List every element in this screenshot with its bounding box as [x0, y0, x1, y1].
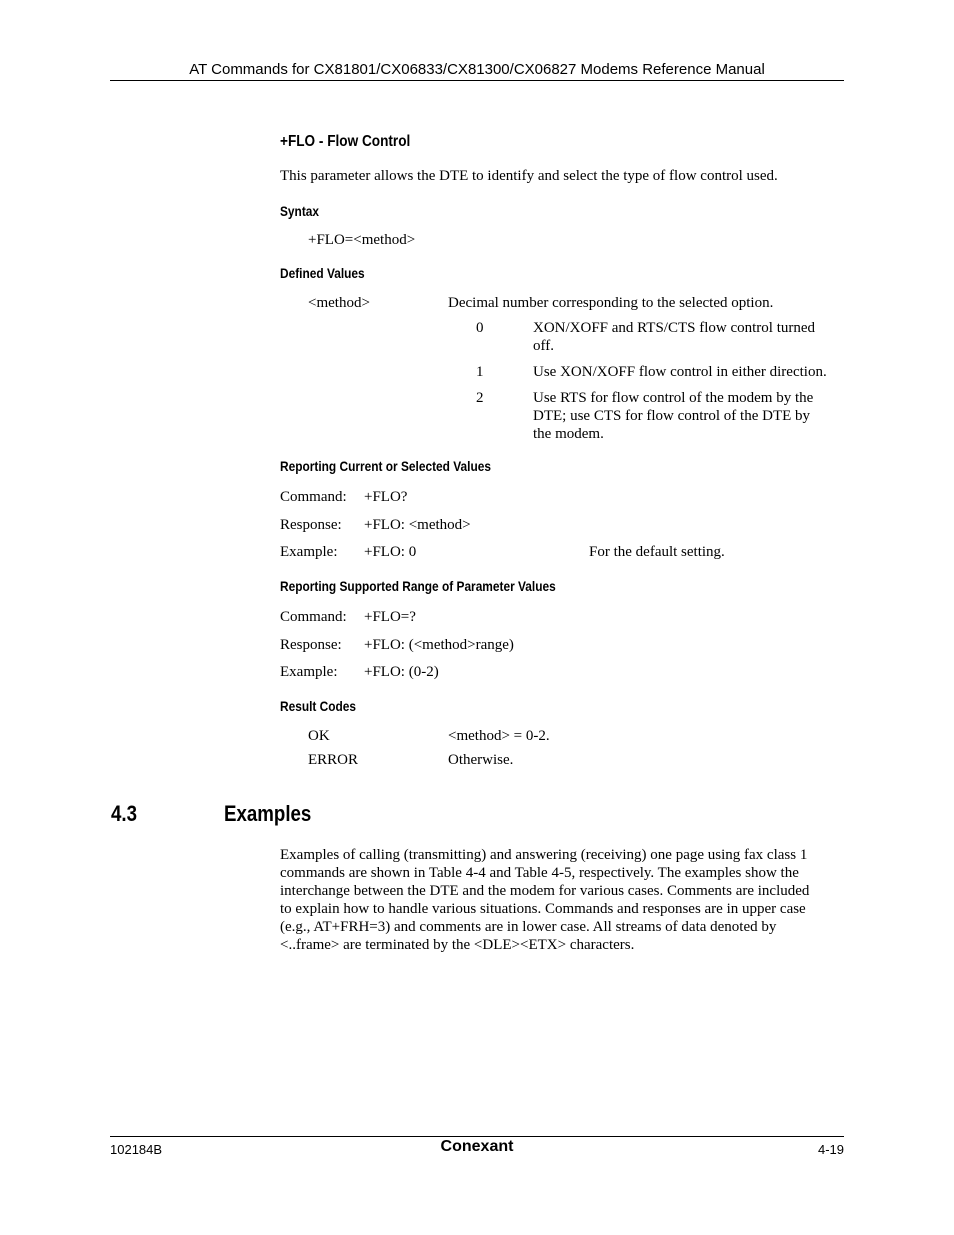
option-description: Use RTS for flow control of the modem by the [533, 390, 814, 406]
row-value: +FLO: <method> [364, 517, 471, 533]
option-description: XON/XOFF and RTS/CTS flow control turned [533, 320, 816, 336]
examples-section-title: Examples [224, 801, 312, 826]
syntax-text: +FLO=<method> [308, 232, 416, 248]
examples-section-number: 4.3 [111, 801, 138, 826]
examples-paragraph-line: to explain how to handle various situations. Commands and responses are in upper case [280, 901, 806, 917]
option-value: 0 [476, 320, 484, 336]
row-label: Example: [280, 544, 338, 560]
option-value: 1 [476, 364, 484, 380]
option-description: off. [533, 338, 554, 354]
running-header: AT Commands for CX81801/CX06833/CX81300/CX06827 Modems Reference Manual [189, 61, 765, 78]
row-note: For the default setting. [589, 544, 725, 560]
syntax-heading: Syntax [280, 203, 320, 219]
header-rule [110, 80, 844, 81]
footer-page-number: 4-19 [817, 1142, 844, 1157]
reporting-current-heading: Reporting Current or Selected Values [280, 458, 491, 474]
row-label: Response: [280, 637, 342, 653]
result-code-description: Otherwise. [448, 752, 514, 768]
row-value: +FLO? [364, 489, 408, 505]
section-intro: This parameter allows the DTE to identify and select the type of flow control used. [280, 168, 778, 184]
row-value: +FLO: 0 [364, 544, 417, 560]
row-value: +FLO=? [364, 609, 416, 625]
row-label: Command: [280, 609, 347, 625]
param-name: <method> [308, 295, 370, 311]
examples-paragraph-line: commands are shown in Table 4-4 and Table 4-5, respectively. The examples show the [280, 865, 799, 881]
row-value: +FLO: (<method>range) [364, 637, 514, 653]
reporting-range-heading: Reporting Supported Range of Parameter Values [280, 578, 556, 594]
option-value: 2 [476, 390, 484, 406]
result-code: OK [308, 728, 330, 744]
row-label: Example: [280, 664, 338, 680]
defined-values-heading: Defined Values [280, 265, 365, 281]
result-codes-heading: Result Codes [280, 698, 357, 714]
param-description: Decimal number corresponding to the selected option. [448, 295, 774, 311]
footer-rule [110, 1136, 844, 1137]
footer-company: Conexant [440, 1138, 514, 1155]
footer-doc-number: 102184B [110, 1142, 163, 1157]
row-value: +FLO: (0-2) [364, 664, 439, 680]
option-description: DTE; use CTS for flow control of the DTE by [533, 408, 811, 424]
examples-paragraph-line: (e.g., AT+FRH=3) and comments are in lower case. All streams of data denoted by [280, 919, 777, 935]
option-description: the modem. [533, 426, 604, 442]
result-code: ERROR [308, 752, 359, 768]
examples-paragraph-line: Examples of calling (transmitting) and answering (receiving) one page using fax class 1 [280, 847, 808, 863]
section-heading: +FLO - Flow Control [280, 133, 411, 150]
row-label: Response: [280, 517, 342, 533]
examples-paragraph-line: interchange between the DTE and the modem for various cases. Comments are included [280, 883, 810, 899]
examples-paragraph-line: <..frame> are terminated by the <DLE><ETX> characters. [280, 937, 635, 953]
result-code-description: <method> = 0-2. [448, 728, 550, 744]
row-label: Command: [280, 489, 347, 505]
option-description: Use XON/XOFF flow control in either direction. [533, 364, 827, 380]
